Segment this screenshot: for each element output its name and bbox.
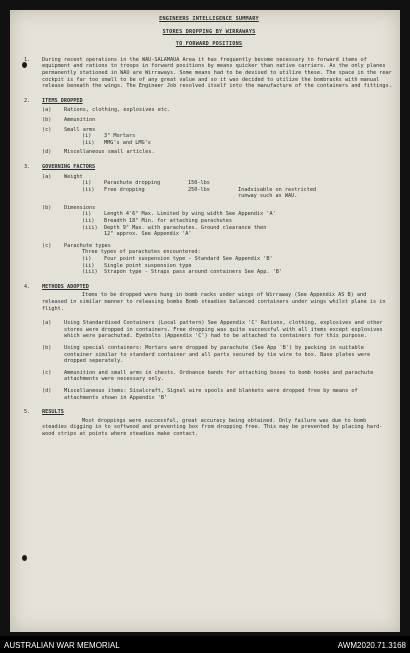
list-subitem: (i) 3" Mortars — [82, 133, 136, 140]
footer-accession-number: AWM2020.71.3168 — [337, 641, 406, 650]
list-subitem: (ii) Breadth 18" Min. for attaching parachutes — [82, 218, 233, 225]
list-item: (b) Dimensions — [42, 204, 96, 211]
document-body — [24, 16, 394, 438]
list-item: (d) Miscellaneous items: Sisalcraft, Signal wire spools and blankets were dropped free by means of attachments shown in Appendix 'B' — [42, 387, 358, 401]
list-subitem: (i) Parachute dropping 150-lbs — [82, 180, 210, 187]
list-subitem: (ii) Free dropping 250-lbs Inadvisable on restricted runway such as WAU. — [82, 186, 317, 200]
list-item: (a) Rations, clothing, explosives etc. — [42, 107, 171, 114]
section-5-heading: 5. RESULTS — [24, 409, 64, 416]
list-subitem: (i) Four point suspension type - Standard See Appendix 'B' — [82, 256, 273, 263]
intro-paragraph: 1. During recent operations in the WAU-SALAMAUA Area it has frequently become necessary to forward items of equipment and rations to troops in forward positions by means quicker than native carriers. As the only planes permanently stationed in WAU are Wirraways. Some means had to be devised to utilize these. The space in the rear cockpit is far too small to be of any great value and so it was decided to utilize the bombracks with manual release beneath the wings. The Engineer Job resolved itself into the manufacture of the containers and fittings. — [24, 56, 392, 90]
list-item: (d) Miscellaneous small articles. — [42, 149, 155, 156]
list-subitem: (iii) Depth 9" Max. with parachutes. Ground clearance then 12" approx. See Appendix 'A' — [82, 224, 267, 238]
doc-subtitle-2: TO FORWARD POSITIONS — [175, 41, 243, 48]
list-item: (a) Weight — [42, 173, 83, 180]
list-subitem: (ii) Single point suspension type — [82, 262, 192, 269]
list-item: (c) Ammunition and small arms in chests. Ordnance bands for attaching boxes to bomb hooks and parachute attachments were necessary only. — [42, 369, 374, 383]
list-intro: Three types of parachutes encountered: — [82, 249, 201, 256]
list-item: (a) Using Standardised Containers (Local pattern) See Appendix 'C' Rations, clothing, explosives and other stores were dropped in containers. Free dropping was quite successful with all items except explosives which were parachuted. Eyebolts (Appendix 'C') had to be attached to containers for this purpose. — [42, 320, 383, 340]
section-4-heading: 4. METHODS ADOPTED — [24, 283, 89, 290]
list-item: (b) Ammunition — [42, 116, 96, 123]
doc-title: ENGINEERS INTELLIGENCE SUMMARY — [159, 16, 259, 22]
list-item: (c) Parachute types — [42, 242, 111, 249]
footer-source: AUSTRALIAN WAR MEMORIAL — [4, 641, 120, 650]
list-item: (b) Using special containers: Mortars were dropped by parachute (See App 'B') by packing in suitable container similar to standard container and all parts secured by tie wire to box. Base plates were dropped seperately. — [42, 344, 371, 365]
list-subitem: (ii) MMG's and LMG's — [82, 139, 151, 146]
archive-footer — [0, 636, 410, 653]
list-subitem: (i) Length 4'6" Max. Limited by wing width See Appendix 'A' — [82, 211, 276, 218]
list-subitem: (iii) Strapon type - Straps pass around containers See App. 'B' — [82, 269, 283, 276]
section-4-intro: Items to be dropped were hung in bomb racks under wings of Wirraway (See Appendix AS B) and released in similar manner to releasing bombs Bomb steadies balanced containers under wings whilst plane is in flight. — [42, 292, 386, 312]
section-2-heading: 2. ITEMS DROPPED — [24, 97, 83, 104]
list-item: (c) Small arms — [42, 126, 96, 133]
doc-subtitle: STORES DROPPING BY WIRRAWAYS — [162, 28, 256, 35]
section-5-text: Most droppings were successful, great accuracy being obtained. Only failure was due to bomb steadies digging in to softwood and preventing box from dropping free. This may be prevented by placing hard-wood strips at points where steadies make contact. — [42, 417, 383, 437]
punch-hole — [22, 555, 27, 561]
section-3-heading: 3. GOVERNING FACTORS — [24, 163, 96, 170]
